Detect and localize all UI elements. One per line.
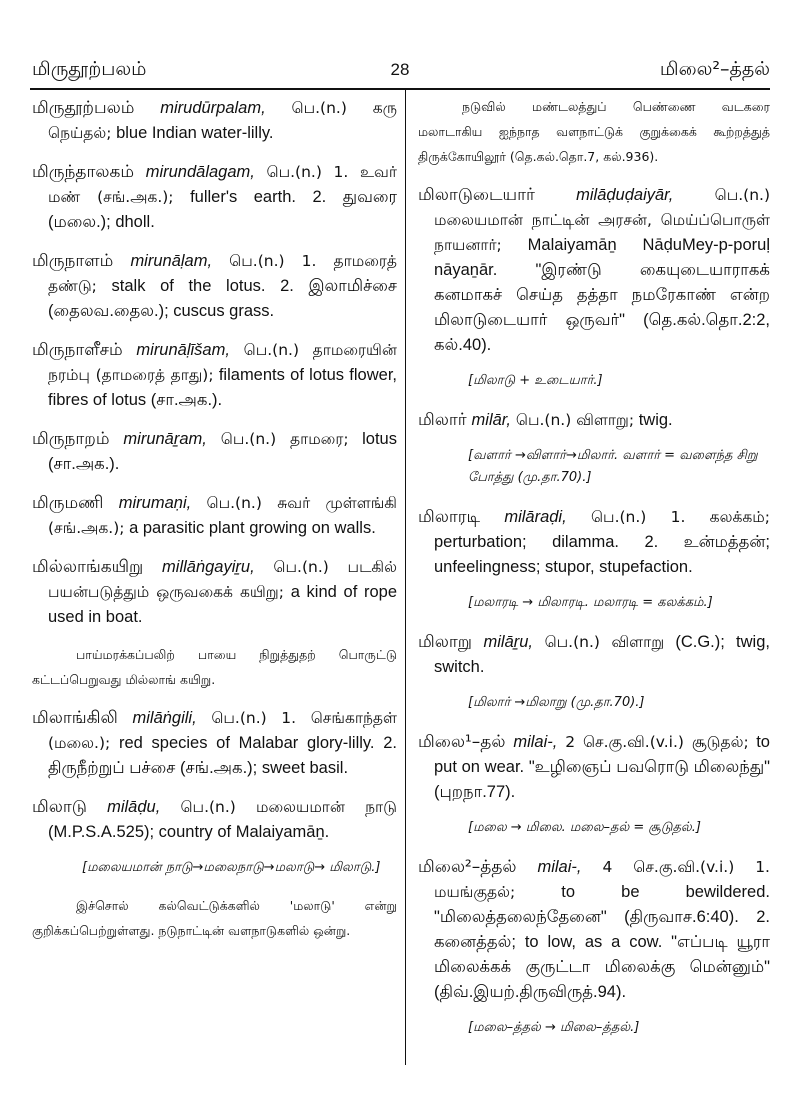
headword: மிலாறு	[418, 632, 472, 652]
etymology-note: [மிலாடு + உடையார்.]	[468, 373, 603, 388]
definition-text: 4 செ.கு.வி.(v.i.) 1. மயங்குதல்;	[434, 858, 770, 901]
dictionary-entry	[418, 855, 770, 1005]
definition-text: பெ.(n.) சுவர் முள்ளங்கி (சங்.அக.);	[48, 494, 397, 537]
dictionary-entry	[418, 505, 770, 580]
headword: மிலாங்கிலி	[32, 708, 118, 728]
etymology-note: [மலை → மிலை. மலை–தல் = சூடுதல்.]	[468, 820, 701, 835]
explanatory-note: நடுவில் மண்டலத்துப் பெண்ணை வடகரை மலாடாகிய ஐந்நாத வளநாட்டுக் குறுக்கைக் கூற்றத்துத் திருக்கோயிலூர் (தெ.கல்.தொ.7, கல்.936).	[418, 99, 770, 164]
english-gloss: fuller's earth. 2. துவரை (மலை.); dholl.	[48, 188, 398, 231]
english-gloss: to put on wear. "உழிஞைப் பவரொடு மிலைந்து" (புறநா.77).	[434, 733, 770, 801]
left-column	[32, 96, 397, 957]
header-right-guideword: மிலை²–த்தல்	[659, 58, 770, 80]
english-gloss: lotus (சா.அக.).	[48, 430, 397, 473]
etymology-note: [வளார் →விளார்→மிலார். வளார் = வளைந்த சிறு போத்து (மு.தா.70).]	[468, 448, 758, 485]
definition-text: பெ.(n.) படகில் பயன்படுத்தும் ஒருவகைக் கயிறு;	[48, 558, 397, 601]
transliteration: mirunāṟam,	[123, 430, 207, 448]
etymology-note: [மலாரடி → மிலாரடி. மலாரடி = கலக்கம்.]	[468, 595, 713, 610]
definition-text: பெ.(n.) 1. கலக்கம்;	[590, 508, 770, 526]
english-gloss: filaments of lotus flower, fibres of lotus (சா.அக.).	[48, 366, 397, 409]
transliteration: mirunāḷīšam,	[136, 341, 230, 359]
definition-text: பெ.(n.) கரு நெய்தல்;	[48, 99, 397, 142]
dictionary-entry	[32, 427, 397, 477]
english-gloss: a kind of rope used in boat.	[48, 583, 397, 626]
definition-text: பெ.(n.) மலையமான் நாட்டின் அரசன், மெய்ப்பொருள் நாயனார்;	[434, 186, 770, 254]
definition-text: பெ.(n.) தாமரை;	[220, 430, 349, 448]
page-number: 28	[390, 60, 410, 79]
headword: மிலாரடி	[418, 507, 481, 527]
column-divider	[405, 90, 406, 1065]
transliteration: milai-,	[537, 858, 582, 876]
english-gloss: red species of Malabar glory-lilly. 2. திருநீற்றுப் பச்சை (சங்.அக.); sweet basil.	[48, 734, 397, 777]
headword: மிலாடு	[32, 797, 87, 817]
header-left-guideword: மிருதூற்பலம்	[32, 58, 147, 80]
etymology-note: [மலையமான் நாடு→மலைநாடு→மலாடு→ மிலாடு.]	[82, 860, 381, 875]
headword: மிருநாறம்	[32, 429, 110, 449]
definition-text: பெ.(n.) 1. செங்காந்தள் (மலை.);	[48, 709, 397, 752]
headword: மிருதூற்பலம்	[32, 98, 135, 118]
dictionary-entry	[32, 160, 397, 235]
headword: மிருநாளீசம்	[32, 340, 123, 360]
etymology-note: [மலை–த்தல் → மிலை–த்தல்.]	[468, 1020, 640, 1035]
transliteration: milai-,	[513, 733, 558, 751]
dictionary-entry	[32, 795, 397, 845]
dictionary-entry	[418, 183, 770, 358]
dictionary-entry	[32, 249, 397, 324]
headword: மிருமணி	[32, 493, 104, 513]
headword: மிலாடுடையார்	[418, 185, 535, 205]
english-gloss: (C.G.); twig, switch.	[434, 633, 770, 676]
definition-text: பெ.(n.) 1. உவர் மண் (சங்.அக.);	[48, 163, 397, 206]
definition-text: பெ.(n.) 1. தாமரைத் தண்டு;	[48, 252, 397, 295]
english-gloss: (M.P.S.A.525); country of Malaiyamāṉ.	[48, 823, 330, 841]
english-gloss: a parasitic plant growing on walls.	[124, 519, 376, 537]
definition-text: 2 செ.கு.வி.(v.i.) சூடுதல்;	[565, 733, 749, 751]
english-gloss: Malaiyamāṉ NāḍuMey-p-poruḷ nāyaṉār. "இரண்டு கையுடையாராகக் கனமாகச் செய்த தத்தா நமரேகாண் என்ற மிலாடுடையார் ஒருவர்" (தெ.கல்.தொ.2:2, கல்.40).	[434, 236, 770, 354]
english-gloss: blue Indian water-lilly.	[111, 124, 274, 142]
headword: மிருநாளம்	[32, 251, 114, 271]
dictionary-entry	[32, 555, 397, 630]
transliteration: mirumaṇi,	[118, 494, 192, 512]
dictionary-entry	[418, 630, 770, 680]
english-gloss: to be bewildered. "மிலைத்தலைந்தேனை" (திருவாச.6:40). 2. கனைத்தல்; to low, as a cow. "எப்படி யூரா மிலைக்கக் குருட்டா மிலைக்கு மென்னும்" (திவ்.இயற்.திருவிருத்.94).	[434, 883, 770, 1001]
english-gloss: twig.	[634, 411, 673, 429]
explanatory-note: பாய்மரக்கப்பலிற் பாயை நிறுத்துதற் பொருட்டு கட்டப்பெறுவது மில்லாங் கயிறு.	[32, 647, 397, 687]
etymology-note: [மிலார் →மிலாறு (மு.தா.70).]	[468, 695, 645, 710]
transliteration: milāṅgili,	[132, 709, 197, 727]
running-header	[30, 58, 770, 88]
transliteration: milāraḍi,	[504, 508, 567, 526]
explanatory-note: இச்சொல் கல்வெட்டுக்களில் 'மலாடு' என்று குறிக்கப்பெற்றுள்ளது. நடுநாட்டின் வளநாடுகளில் ஒன்று.	[32, 898, 397, 938]
right-column	[418, 96, 770, 1055]
transliteration: milāḍuḍaiyār,	[576, 186, 674, 204]
definition-text: பெ.(n.) விளாறு	[544, 633, 665, 651]
transliteration: mirudūrpalam,	[160, 99, 266, 117]
headword: மில்லாங்கயிறு	[32, 557, 144, 577]
transliteration: milār,	[471, 411, 511, 429]
dictionary-entry	[418, 408, 770, 433]
transliteration: milāṟu,	[483, 633, 534, 651]
transliteration: mirundālagam,	[145, 163, 255, 181]
dictionary-entry	[32, 491, 397, 541]
dictionary-entry	[32, 706, 397, 781]
header-rule	[30, 88, 770, 90]
definition-text: பெ.(n.) தாமரையின் நரம்பு (தாமரைத் தாது);	[48, 341, 397, 384]
dictionary-entry	[32, 338, 397, 413]
english-gloss: stalk of the lotus. 2. இலாமிச்சை (தைலவ.தைல.); cuscus grass.	[48, 277, 397, 320]
headword: மிலை²–த்தல்	[418, 857, 517, 877]
headword: மிலார்	[418, 410, 467, 430]
headword: மிலை¹–தல்	[418, 732, 506, 752]
english-gloss: perturbation; dilamma. 2. உன்மத்தன்; unfeelingness; stupor, stupefaction.	[434, 533, 770, 576]
definition-text: பெ.(n.) மலையமான் நாடு	[180, 798, 397, 816]
headword: மிருந்தாலகம்	[32, 162, 135, 182]
dictionary-entry	[32, 96, 397, 146]
definition-text: பெ.(n.) விளாறு;	[515, 411, 635, 429]
transliteration: millāṅgayiṟu,	[162, 558, 255, 576]
transliteration: milāḍu,	[107, 798, 161, 816]
transliteration: mirunāḷam,	[130, 252, 213, 270]
dictionary-entry	[418, 730, 770, 805]
